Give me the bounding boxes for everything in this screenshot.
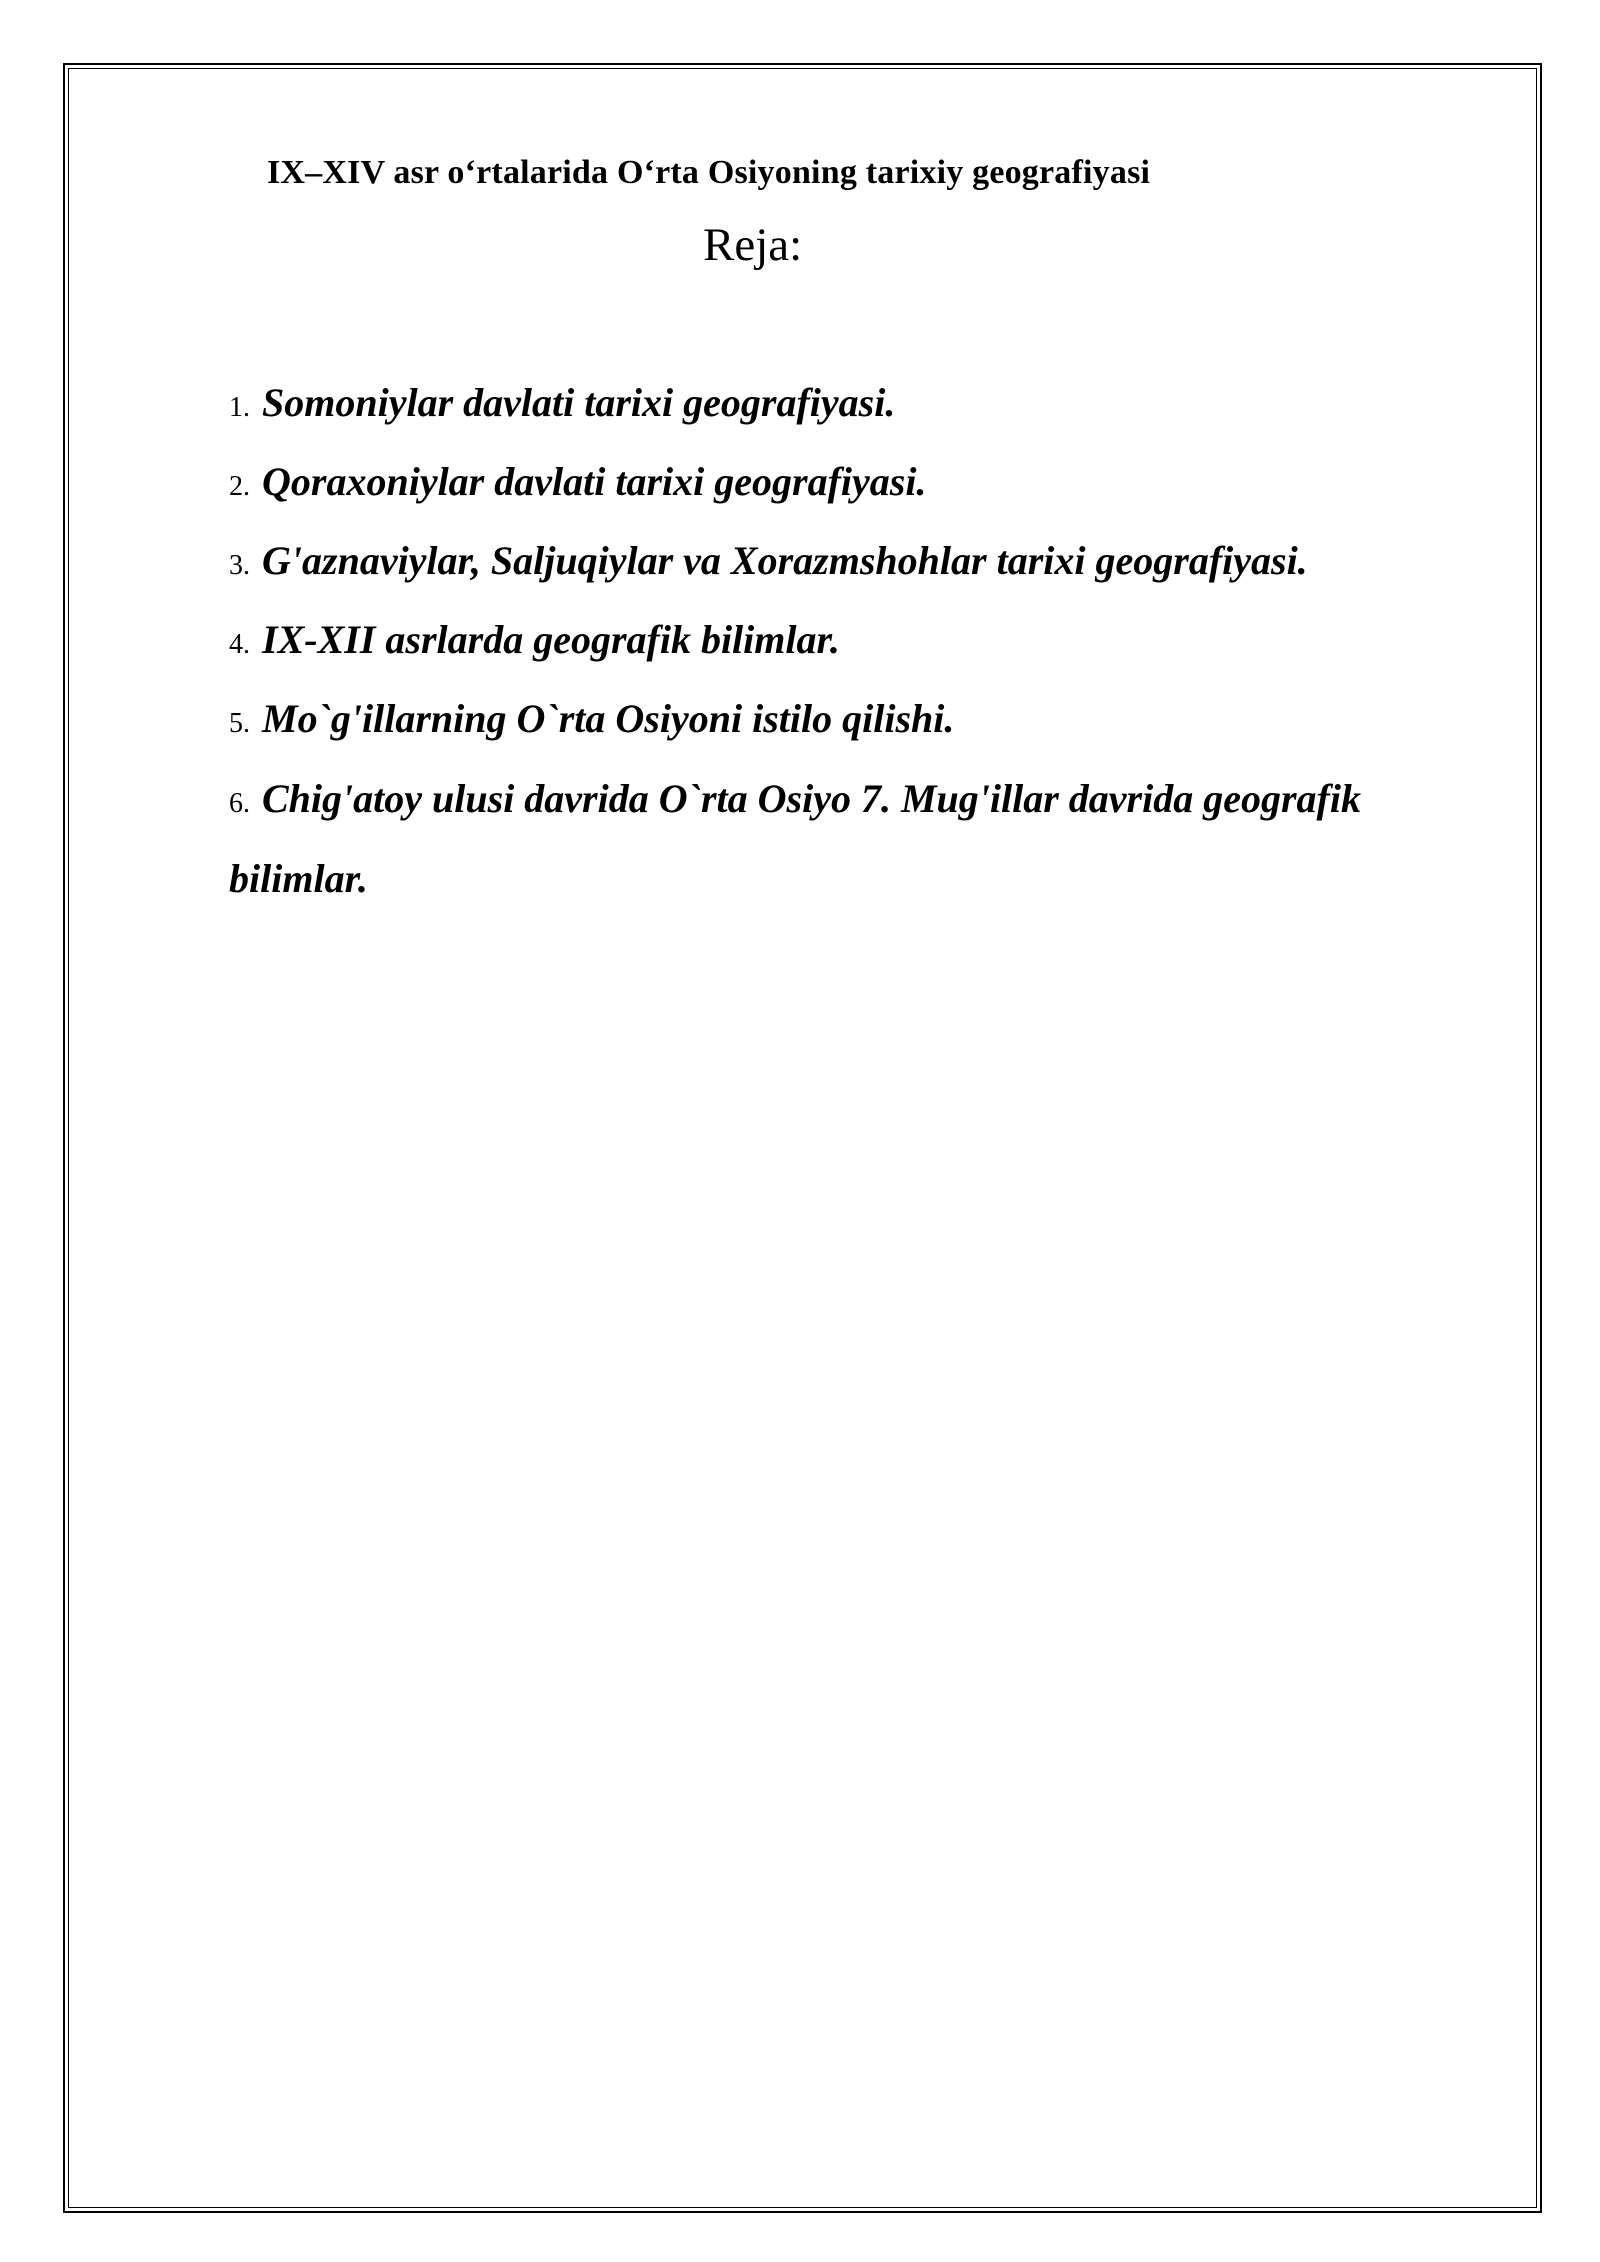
- plan-item-number: 4.: [229, 629, 250, 660]
- plan-item-6: [229, 761, 1479, 916]
- plan-item-text: Mo`g'illarning O`rta Osiyoni istilo qilishi.: [262, 696, 955, 741]
- plan-item-text: Chig'atoy ulusi davrida O`rta Osiyo 7. Mug'illar davrida geografik bilimlar.: [229, 776, 1361, 901]
- plan-item-number: 1.: [229, 392, 250, 423]
- plan-item-number: 5.: [229, 708, 250, 739]
- plan-item-4: [229, 603, 1479, 682]
- document-title: IX–XIV asr o‘rtalarida O‘rta Osiyoning tarixiy geografiyasi: [267, 154, 1151, 191]
- plan-list: [229, 366, 1479, 916]
- plan-item-number: 6.: [229, 788, 250, 819]
- plan-item-number: 3.: [229, 550, 250, 581]
- plan-heading: Reja:: [703, 219, 803, 271]
- plan-item-text: IX-XII asrlarda geografik bilimlar.: [262, 617, 840, 662]
- plan-item-3: [229, 524, 1479, 603]
- plan-item-text: Somoniylar davlati tarixi geografiyasi.: [262, 380, 896, 425]
- plan-item-text: Qoraxoniylar davlati tarixi geografiyasi.: [262, 459, 927, 504]
- plan-item-text: G'aznaviylar, Saljuqiylar va Xorazmshohlar tarixi geografiyasi.: [262, 538, 1308, 583]
- plan-item-1: [229, 366, 1479, 445]
- plan-item-number: 2.: [229, 471, 250, 502]
- plan-item-5: [229, 682, 1479, 761]
- plan-item-2: [229, 445, 1479, 524]
